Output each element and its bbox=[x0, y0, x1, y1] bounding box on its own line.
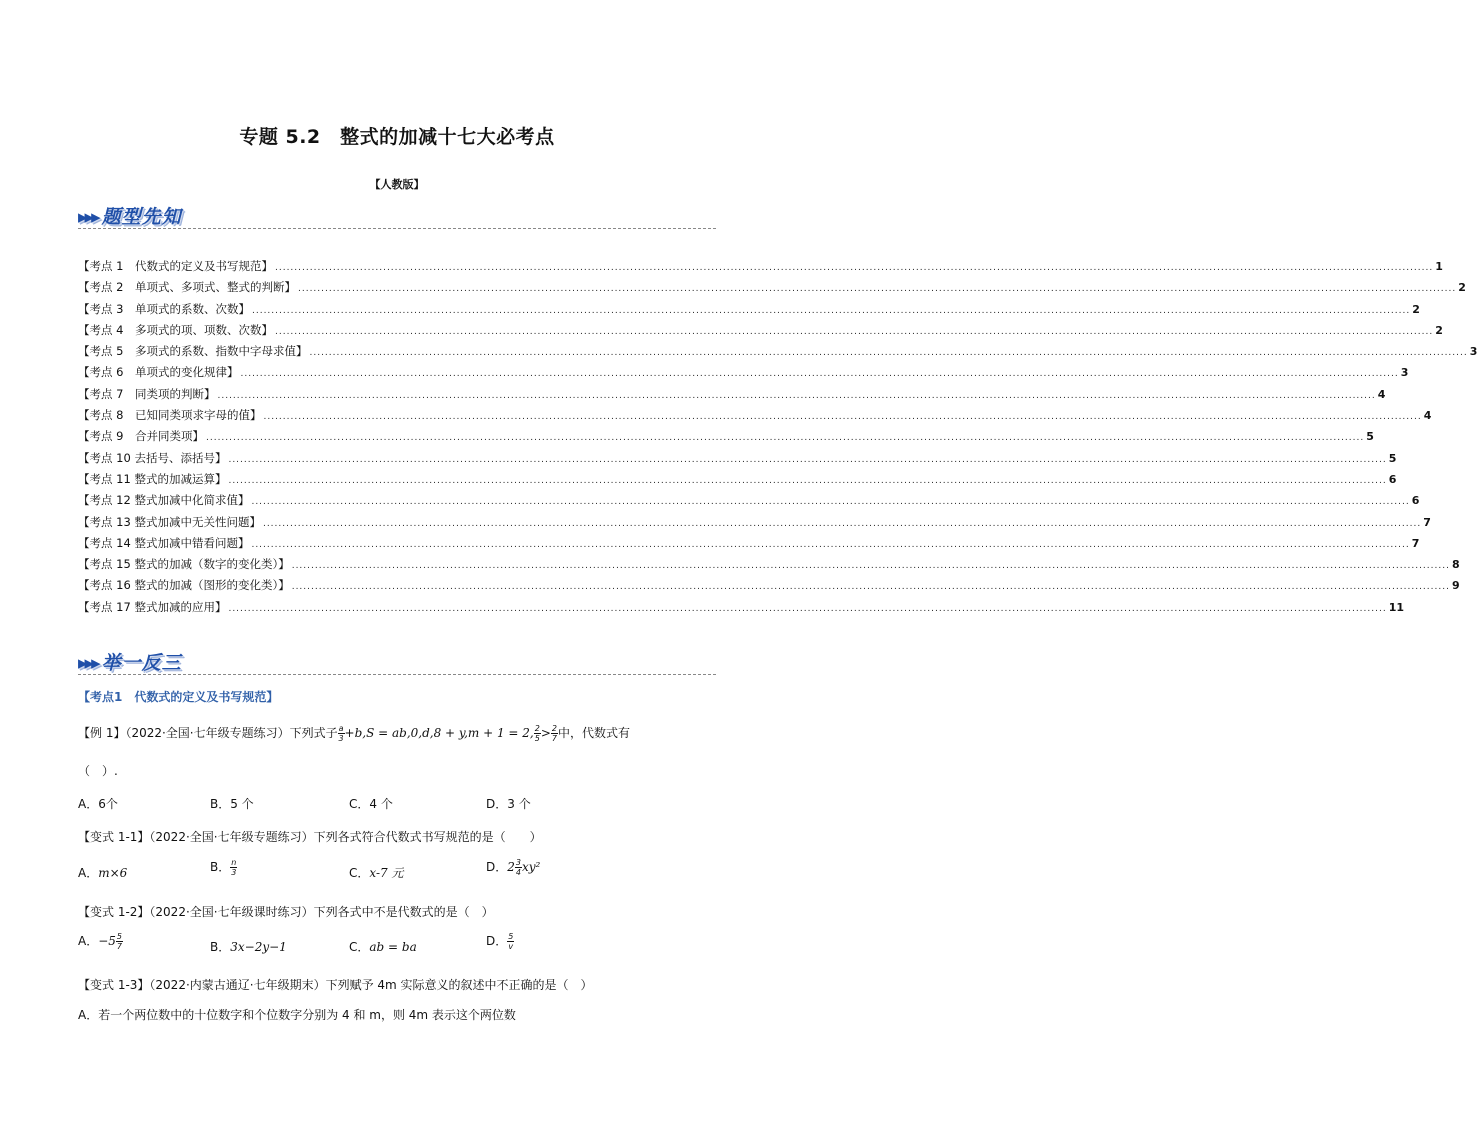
toc-entry-page: 5 bbox=[1366, 430, 1374, 444]
toc-entry-label: 【考点 5 多项式的系数、指数中字母求值】 bbox=[78, 344, 308, 359]
toc-leader-dots: ............................................................................................................................................................................................................................................................................................................ bbox=[291, 561, 1450, 572]
toc-entry[interactable] bbox=[78, 535, 1420, 556]
edition-label: 【人教版】 bbox=[369, 178, 425, 191]
toc-entry[interactable] bbox=[78, 301, 1420, 322]
toc-leader-dots: ............................................................................................................................................................................................................................................................................................................ bbox=[251, 305, 1411, 316]
option-c: C．4 个 bbox=[349, 797, 393, 811]
toc-entry-label: 【考点 14 整式加减中错看问题】 bbox=[78, 535, 250, 550]
toc-entry[interactable] bbox=[78, 514, 1431, 535]
toc-entry-label: 【考点 12 整式加减中化简求值】 bbox=[78, 493, 250, 508]
toc-entry[interactable] bbox=[78, 322, 1443, 343]
toc-entry-page: 7 bbox=[1411, 536, 1420, 550]
toc-entry-label: 【考点 11 整式的加减运算】 bbox=[78, 471, 227, 486]
toc-entry-page: 7 bbox=[1423, 515, 1431, 529]
triple-arrow-icon: ▸▸▸ bbox=[78, 206, 98, 228]
toc-leader-dots: ............................................................................................................................................................................................................................................................................................................ bbox=[309, 348, 1468, 359]
table-of-contents bbox=[78, 258, 1477, 620]
toc-entry-page: 1 bbox=[1435, 260, 1443, 273]
toc-entry-label: 【考点 3 单项式的系数、次数】 bbox=[78, 301, 250, 316]
toc-entry[interactable] bbox=[78, 428, 1374, 449]
toc-entry-page: 2 bbox=[1435, 323, 1443, 337]
banner-topic-overview bbox=[78, 202, 182, 229]
section-heading: 【考点1 代数式的定义及书写规范】 bbox=[78, 690, 279, 704]
toc-entry[interactable] bbox=[78, 450, 1397, 471]
toc-entry[interactable] bbox=[78, 599, 1405, 620]
toc-leader-dots: ............................................................................................................................................................................................................................................................................................................ bbox=[240, 369, 1399, 380]
toc-leader-dots: ............................................................................................................................................................................................................................................................................................................ bbox=[274, 263, 1434, 273]
example-1-stem: 【例 1】（2022·全国·七年级专题练习）下列式子 $\frac{a}{3}$ +b,S = ab,0,d,8 + y,m + 1 = 2, $\frac{2}{5}$ > $\frac{2}{7}$ 中，代数式有 bbox=[78, 724, 630, 743]
toc-entry-page: 2 bbox=[1412, 302, 1420, 316]
toc-entry-page: 4 bbox=[1377, 387, 1386, 401]
variant-1-2-stem: 【变式 1-2】（2022·全国·七年级课时练习）下列各式中不是代数式的是（ ） bbox=[78, 905, 494, 919]
example-1-paren: （ ）. bbox=[78, 764, 118, 778]
toc-entry[interactable] bbox=[78, 577, 1460, 598]
banner-text: 题型先知 bbox=[101, 206, 182, 228]
page-title: 专题 5.2 整式的加减十七大必考点 bbox=[239, 126, 555, 148]
toc-leader-dots: ............................................................................................................................................................................................................................................................................................................ bbox=[274, 326, 1434, 337]
toc-leader-dots: ............................................................................................................................................................................................................................................................................................................ bbox=[228, 454, 1387, 465]
toc-leader-dots: ............................................................................................................................................................................................................................................................................................................ bbox=[228, 603, 1387, 614]
toc-entry-label: 【考点 9 合并同类项】 bbox=[78, 429, 204, 444]
fraction: $\frac{a}{3}$ bbox=[338, 724, 344, 743]
toc-entry-page: 8 bbox=[1451, 558, 1460, 572]
toc-entry-page: 6 bbox=[1388, 472, 1397, 486]
toc-entry[interactable] bbox=[78, 407, 1432, 428]
variant-1-3-option-a: A．若一个两位数中的十位数字和个位数字分别为 4 和 m，则 4m 表示这个两位数 bbox=[78, 1008, 516, 1022]
toc-entry-page: 11 bbox=[1388, 600, 1405, 614]
triple-arrow-icon: ▸▸▸ bbox=[78, 652, 98, 674]
toc-entry[interactable] bbox=[78, 386, 1386, 407]
toc-entry-page: 9 bbox=[1451, 579, 1460, 593]
option-d: D． $\frac{5}{v}$ bbox=[486, 932, 514, 951]
divider bbox=[78, 228, 716, 229]
option-d: D．3 个 bbox=[486, 797, 531, 811]
toc-entry-page: 3 bbox=[1400, 366, 1409, 380]
option-b: B．5 个 bbox=[210, 797, 254, 811]
option-b: B． $\frac{n}{3}$ bbox=[210, 858, 237, 877]
toc-leader-dots: ............................................................................................................................................................................................................................................................................................................ bbox=[217, 390, 1376, 401]
toc-entry-label: 【考点 17 整式加减的应用】 bbox=[78, 599, 227, 614]
toc-entry-label: 【考点 10 去括号、添括号】 bbox=[78, 450, 227, 465]
option-c: C．ab = ba bbox=[349, 940, 417, 954]
option-d: D．2 $\frac{3}{4}$ xy² bbox=[486, 858, 541, 877]
toc-entry[interactable] bbox=[78, 343, 1477, 364]
toc-entry-label: 【考点 7 同类项的判断】 bbox=[78, 386, 216, 401]
toc-entry-label: 【考点 15 整式的加减（数字的变化类）】 bbox=[78, 557, 290, 572]
toc-leader-dots: ............................................................................................................................................................................................................................................................................................................ bbox=[262, 518, 1422, 529]
toc-entry-page: 2 bbox=[1458, 281, 1466, 295]
toc-entry[interactable] bbox=[78, 279, 1466, 300]
toc-leader-dots: ............................................................................................................................................................................................................................................................................................................ bbox=[263, 412, 1422, 423]
option-a: A．−5 $\frac{5}{7}$ bbox=[78, 932, 123, 951]
toc-entry-page: 3 bbox=[1469, 345, 1477, 359]
toc-entry-label: 【考点 6 单项式的变化规律】 bbox=[78, 365, 239, 380]
option-c: C．x-7 元 bbox=[349, 866, 404, 880]
toc-leader-dots: ............................................................................................................................................................................................................................................................................................................ bbox=[291, 582, 1450, 593]
toc-leader-dots: ............................................................................................................................................................................................................................................................................................................ bbox=[251, 497, 1410, 508]
variant-1-1-stem: 【变式 1-1】（2022·全国·七年级专题练习）下列各式符合代数式书写规范的是（ ） bbox=[78, 830, 542, 844]
toc-leader-dots: ............................................................................................................................................................................................................................................................................................................ bbox=[297, 284, 1457, 295]
toc-entry[interactable] bbox=[78, 258, 1443, 279]
toc-leader-dots: ............................................................................................................................................................................................................................................................................................................ bbox=[228, 475, 1387, 486]
toc-entry-label: 【考点 4 多项式的项、项数、次数】 bbox=[78, 322, 273, 337]
option-a: A．m×6 bbox=[78, 866, 128, 880]
banner-text: 举一反三 bbox=[101, 652, 182, 674]
toc-entry-label: 【考点 16 整式的加减（图形的变化类）】 bbox=[78, 578, 290, 593]
toc-entry[interactable] bbox=[78, 556, 1460, 577]
toc-entry-label: 【考点 13 整式加减中无关性问题】 bbox=[78, 514, 261, 529]
toc-leader-dots: ............................................................................................................................................................................................................................................................................................................ bbox=[251, 539, 1410, 550]
toc-entry[interactable] bbox=[78, 471, 1397, 492]
divider bbox=[78, 674, 716, 675]
toc-entry-page: 5 bbox=[1388, 451, 1397, 465]
toc-entry[interactable] bbox=[78, 492, 1420, 513]
toc-entry-page: 6 bbox=[1411, 494, 1420, 508]
toc-entry-label: 【考点 2 单项式、多项式、整式的判断】 bbox=[78, 280, 296, 295]
banner-practice bbox=[78, 648, 182, 675]
toc-entry-label: 【考点 1 代数式的定义及书写规范】 bbox=[78, 259, 273, 273]
toc-entry-label: 【考点 8 已知同类项求字母的值】 bbox=[78, 408, 262, 423]
toc-entry-page: 4 bbox=[1423, 409, 1432, 423]
toc-entry[interactable] bbox=[78, 364, 1409, 385]
option-b: B．3x−2y−1 bbox=[210, 940, 287, 954]
option-a: A．6个 bbox=[78, 797, 118, 811]
variant-1-3-stem: 【变式 1-3】（2022·内蒙古通辽·七年级期末）下列赋予 4m 实际意义的叙述中不正确的是（ ） bbox=[78, 978, 593, 992]
toc-leader-dots: ............................................................................................................................................................................................................................................................................................................ bbox=[205, 433, 1365, 444]
